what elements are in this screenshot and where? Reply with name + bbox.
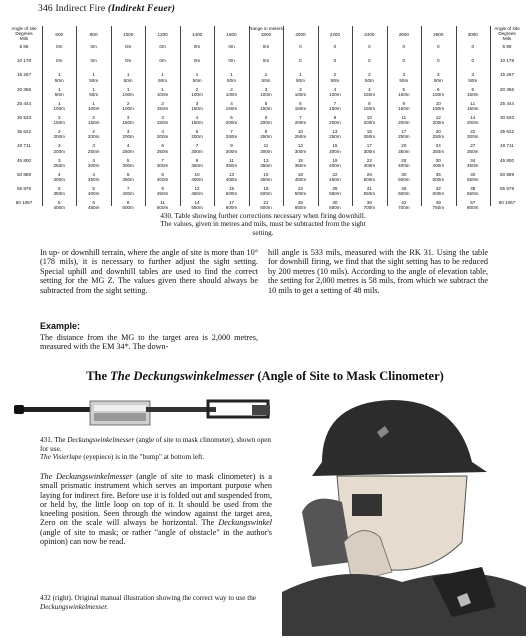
table-divider [76, 26, 77, 206]
table-cell: 2 100m [122, 100, 134, 111]
table-cell: 5 350m [53, 186, 65, 197]
table-cell: 1 50m [227, 72, 236, 83]
table-cell: 0m [90, 44, 97, 49]
row-angle-left: 30 533 [16, 115, 32, 120]
table-cell: 26 500m [363, 171, 376, 182]
table-cell: 36 700m [363, 200, 376, 211]
table-cell: 11 500m [156, 200, 169, 211]
page-number: 346 [38, 4, 53, 14]
section-title-german: The Deckungswinkelmesser [110, 369, 255, 383]
table-cell: 0m [262, 58, 270, 64]
table-cell: 0m [124, 44, 132, 49]
table-cell: 0 [437, 44, 440, 49]
table-cell: 6 150m [432, 86, 445, 97]
table-cell: 14 200m [467, 115, 479, 126]
table-cell: 16 450m [260, 171, 272, 182]
range-column-header: 2200 [329, 32, 341, 37]
table-cell: 2 150m [87, 115, 100, 126]
table-cell: 2 50m [364, 72, 374, 83]
table-cell: 6 450m [87, 200, 100, 211]
example-heading: Example: [40, 321, 81, 331]
range-column-header: 1200 [157, 32, 168, 37]
table-cell: 1 50m [89, 86, 99, 97]
table-cell: 1 50m [295, 72, 305, 83]
table-cell: 9 150m [398, 100, 410, 111]
table-cell: 24 350m [432, 143, 445, 154]
table-cell: 31 550m [363, 186, 376, 197]
range-column-header: 1000 [123, 32, 134, 37]
table-divider [111, 26, 112, 206]
table-divider [145, 26, 146, 206]
table-cell: 1 50m [54, 72, 64, 83]
table-cell: 0m [56, 58, 63, 64]
table-cell: 7 250m [225, 129, 238, 140]
row-angle-right: 15 267 [499, 72, 515, 78]
row-angle-right: 25 444 [499, 100, 515, 106]
table-divider [249, 26, 250, 206]
table-cell: 7 300m [156, 157, 169, 168]
section-title-english: (Angle of Site to Mask Clinometer) [257, 369, 444, 383]
table-cell: 12 450m [191, 186, 203, 197]
table-cell: 0m [193, 58, 201, 64]
table-cell: 4 150m [191, 115, 203, 126]
row-angle-left: 50 889 [16, 171, 32, 177]
range-column-header: 1400 [191, 32, 203, 37]
table-cell: 0 [299, 58, 302, 64]
table-cell: 1 100m [156, 86, 169, 97]
table-cell: 0 [333, 58, 337, 64]
table-cell: 4 150m [363, 86, 376, 97]
table-cell: 6 350m [122, 171, 134, 182]
table-cell: 0m [262, 44, 270, 49]
figure-432-caption: 432 (right). Original manual illustration showing the correct way to use the Deckungswinkelmesser. [40, 594, 256, 611]
table-cell: 20 250m [432, 129, 445, 140]
table-cell: 22 300m [467, 129, 479, 140]
table-cell: 3 150m [191, 100, 203, 111]
table-cell: 7 150m [329, 100, 341, 111]
table-cell: 0m [124, 58, 132, 64]
table-cell: 15 350m [294, 157, 307, 168]
table-cell: 0m [159, 58, 166, 64]
table-cell: 30 400m [432, 157, 445, 168]
table-cell: 2 200m [87, 129, 100, 140]
table-cell: 21 600m [260, 200, 272, 211]
table-cell: 4 150m [225, 100, 238, 111]
table-cell: 3 50m [468, 72, 478, 83]
row-angle-right: 45 800 [499, 157, 515, 163]
table-cell: 6 200m [260, 115, 272, 126]
right-header-line: Degrees [498, 31, 516, 36]
table-cell: 49 750m [432, 200, 445, 211]
table-cell: 4 300m [87, 157, 100, 168]
table-cell: 2 50m [330, 72, 340, 83]
table-cell: 17 300m [363, 143, 376, 154]
table-divider [318, 26, 319, 206]
row-angle-left: 15 267 [16, 72, 32, 78]
table-cell: 3 50m [433, 72, 443, 83]
row-angle-right: 30 533 [499, 115, 515, 120]
table-divider [180, 26, 181, 206]
table-cell: 10 150m [432, 100, 445, 111]
table-cell: 1 100m [53, 100, 65, 111]
table-cell: 5 150m [260, 100, 272, 111]
table-cell: 34 450m [467, 157, 479, 168]
table-divider [352, 26, 353, 206]
table-cell: 18 500m [260, 186, 272, 197]
table-cell: 1 50m [123, 72, 133, 83]
table-cell: 42 700m [398, 200, 410, 211]
table-cell: 0m [56, 44, 63, 49]
example-text: The distance from the MG to the target area is 2,000 metres, measured with the EM 34*. The down- [40, 333, 258, 352]
range-column-header: 2400 [364, 32, 375, 37]
table-cell: 35 500m [432, 171, 445, 182]
row-angle-left: 25 444 [16, 100, 32, 106]
table-divider [421, 26, 422, 206]
body-text-column-1: In up- or downhill terrain, where the angle of site is more than 10° (178 mils), it is necessary to further adjust the sight setting. Special uphill and downhill tables are used to find the correct setting for the MG Z. The values given there should always be subtracted from the sight setting. [40, 248, 258, 295]
table-cell: 1 50m [89, 72, 99, 83]
soldier-illustration [282, 392, 526, 636]
table-cell: 12 200m [432, 115, 445, 126]
table-cell: 2 100m [225, 86, 238, 97]
table-cell: 0 [471, 44, 475, 49]
table-cell: 17 600m [225, 200, 238, 211]
row-angle-right: 20 356 [499, 86, 515, 92]
table-cell: 9 300m [225, 143, 238, 154]
table-cell: 0m [193, 44, 201, 49]
table-cell: 5 200m [225, 115, 238, 126]
table-cell: 0m [228, 58, 235, 64]
table-cell: 18 450m [294, 171, 307, 182]
table-divider [283, 26, 284, 206]
table-cell: 30 650m [329, 200, 341, 211]
right-header-line: Angle of site [494, 26, 520, 31]
table-cell: 48 650m [467, 186, 479, 197]
table-cell: 1 50m [192, 72, 202, 83]
table-cell: 8 400m [156, 171, 169, 182]
table-cell: 0 [368, 58, 371, 64]
row-angle-left: 55 978 [16, 186, 32, 191]
table-cell: 5 200m [191, 129, 203, 140]
running-title: Indirect Fire [55, 4, 106, 14]
table-cell: 2 100m [191, 86, 203, 97]
table-cell: 1 100m [87, 100, 100, 111]
row-angle-right: 60 1067 [498, 200, 516, 206]
table-cell: 13 250m [329, 129, 341, 140]
range-column-header: 600 [55, 32, 64, 37]
table-cell: 22 450m [329, 171, 341, 182]
clinometer-photo [8, 395, 280, 435]
row-angle-right: 55 978 [499, 186, 515, 191]
right-header-line: Mils [502, 36, 512, 41]
table-cell: 4 200m [156, 129, 169, 140]
table-cell: 0 [402, 58, 406, 64]
table-cell: 57 800m [467, 200, 479, 211]
range-column-header: 2800 [433, 32, 444, 37]
left-header-line: Degrees [15, 31, 33, 36]
table-cell: 11 300m [260, 143, 272, 154]
table-cell: 3 150m [122, 115, 134, 126]
table-cell: 13 350m [260, 157, 272, 168]
table-cell: 4 350m [87, 171, 100, 182]
table-cell: 4 250m [122, 143, 134, 154]
table-cell: 15 250m [363, 129, 376, 140]
row-angle-left: 40 711 [17, 143, 31, 149]
table-cell: 25 650m [294, 200, 307, 211]
table-cell: 0m [228, 44, 235, 49]
table-cell: 5 300m [122, 157, 134, 168]
row-angle-left: 10 178 [16, 58, 32, 64]
table-cell: 2 200m [53, 129, 65, 140]
table-cell: 8 200m [329, 115, 341, 126]
table-cell: 9 250m [260, 129, 272, 140]
table-cell: 22 400m [363, 157, 376, 168]
range-column-header: 2600 [398, 32, 409, 37]
table-cell: 19 400m [329, 157, 341, 168]
table-cell: 3 250m [53, 157, 65, 168]
table-cell: 22 500m [294, 186, 307, 197]
table-cell: 11 150m [467, 100, 479, 111]
table-cell: 2 150m [53, 115, 65, 126]
table-cell: 8 150m [363, 100, 376, 111]
row-angle-left: 35 622 [16, 129, 32, 135]
table-cell: 0 [368, 44, 371, 49]
table-cell: 2 150m [156, 100, 169, 111]
clinometer-description: The Deckungswinkelmesser (angle of site to mask clinometer) is a small prismatic instrument which serves an important purpose when laying for indirect fire. Before use it is folded out and suspended from, or held by, the little loop on top of it. It should be used from the kneeling position. Seen through the window against the target area, Zero on the scale will always be horizontal. The Deckungswinkel (angle of site to mask; or rather "angle of obstacle" in the author's opinion) can now be read. [40, 472, 273, 547]
table-cell: 1 50m [54, 86, 64, 97]
table-cell: 1 100m [122, 86, 134, 97]
table-divider [42, 26, 43, 206]
page-header [38, 4, 175, 14]
table-cell: 3 50m [399, 72, 409, 83]
table-cell: 11 200m [398, 115, 410, 126]
table-cell: 5 150m [398, 86, 410, 97]
table-cell: 3 150m [156, 115, 169, 126]
section-title: The The Deckungswinkelmesser (Angle of Site to Mask Clinometer) [86, 369, 444, 383]
table-cell: 40 550m [467, 171, 479, 182]
table-cell: 20 350m [398, 143, 410, 154]
table-cell: 6 250m [156, 143, 169, 154]
row-angle-left: 20 356 [16, 86, 32, 92]
table-cell: 36 600m [398, 186, 410, 197]
figure-430-caption: 430. Table showing further corrections necessary when firing downhill. The values, given in metres and mils, must be subtracted from the sight setting. [160, 212, 366, 237]
table-cell: 6 150m [294, 100, 307, 111]
range-column-header: 3000 [467, 32, 478, 37]
range-column-header: 800 [89, 32, 98, 37]
table-cell: 6 150m [467, 86, 479, 97]
row-angle-right: 50 889 [499, 171, 515, 177]
table-cell: 26 400m [398, 157, 410, 168]
table-cell: 0 [471, 58, 475, 64]
table-cell: 17 250m [398, 129, 410, 140]
row-angle-right: 10 178 [499, 58, 515, 64]
table-cell: 13 300m [294, 143, 307, 154]
row-angle-right: 5 89 [502, 44, 512, 49]
table-cell: 0 [333, 44, 337, 49]
table-cell: 14 550m [191, 200, 203, 211]
range-column-header: 1800 [260, 32, 272, 37]
table-cell: 0m [159, 44, 166, 49]
table-cell: 10 400m [191, 171, 203, 182]
left-header-line: Angle of site [11, 26, 37, 31]
table-cell: 10 200m [363, 115, 376, 126]
table-divider [387, 26, 388, 206]
row-angle-left: 45 800 [16, 157, 32, 163]
table-divider [456, 26, 457, 206]
table-cell: 9 450m [156, 186, 169, 197]
row-angle-right: 35 622 [499, 129, 515, 135]
table-cell: 4 300m [53, 171, 65, 182]
range-column-header: 1600 [226, 32, 237, 37]
left-header-line: Mils [19, 36, 29, 41]
running-title-german: (Indirekt Feuer) [107, 4, 176, 14]
row-angle-left: 60 1067 [15, 200, 33, 206]
table-cell: 26 550m [329, 186, 341, 197]
table-cell: 3 250m [87, 143, 100, 154]
table-cell: 0 [299, 44, 302, 49]
table-cell: 7 200m [294, 115, 307, 126]
figure-431-caption: 431. The Deckungswinkelmesser (angle of site to mask clinometer), shown open for use. The Visierlupe (eyepiece) is in the "bump" at bottom left. [40, 436, 272, 462]
table-cell: 5 400m [53, 200, 65, 211]
table-cell: 1 50m [261, 72, 271, 83]
table-cell: 13 400m [225, 171, 238, 182]
table-cell: 4 100m [329, 86, 341, 97]
table-cell: 3 200m [122, 129, 134, 140]
table-cell: 8 500m [122, 200, 134, 211]
table-cell: 7 300m [191, 143, 203, 154]
table-cell: 30 500m [398, 171, 410, 182]
row-angle-left: 5 89 [19, 44, 29, 49]
table-cell: 5 400m [87, 186, 100, 197]
table-divider [214, 26, 215, 206]
table-cell: 11 350m [225, 157, 238, 168]
body-text-column-2: hill angle is 533 mils, measured with the RK 31. Using the table for downhill firing, we find that the sight setting has to be reduced by 200 metres (10 mils). According to the angle of elevation table, the setting for 2,000 metres is 58 mils, from which we subtract the 10 mils to get a setting of 48 mils. [268, 248, 488, 295]
table-cell: 42 600m [432, 186, 445, 197]
table-cell: 9 350m [191, 157, 203, 168]
table-cell: 7 400m [122, 186, 134, 197]
row-angle-right: 40 711 [500, 143, 514, 149]
table-cell: 3 200m [53, 143, 65, 154]
table-cell: 15 500m [225, 186, 238, 197]
table-cell: 3 100m [260, 86, 272, 97]
table-cell: 1 50m [158, 72, 168, 83]
table-divider [490, 26, 491, 206]
table-cell: 0 [402, 44, 406, 49]
table-cell: 15 300m [329, 143, 341, 154]
range-header: Range in meters [249, 26, 283, 31]
table-cell: 0 [437, 58, 440, 64]
range-column-header: 2000 [295, 32, 306, 37]
downhill-correction-table [6, 26, 524, 216]
table-cell: 27 350m [467, 143, 479, 154]
table-cell: 10 250m [294, 129, 307, 140]
table-cell: 3 100m [294, 86, 307, 97]
table-cell: 0m [90, 58, 97, 64]
